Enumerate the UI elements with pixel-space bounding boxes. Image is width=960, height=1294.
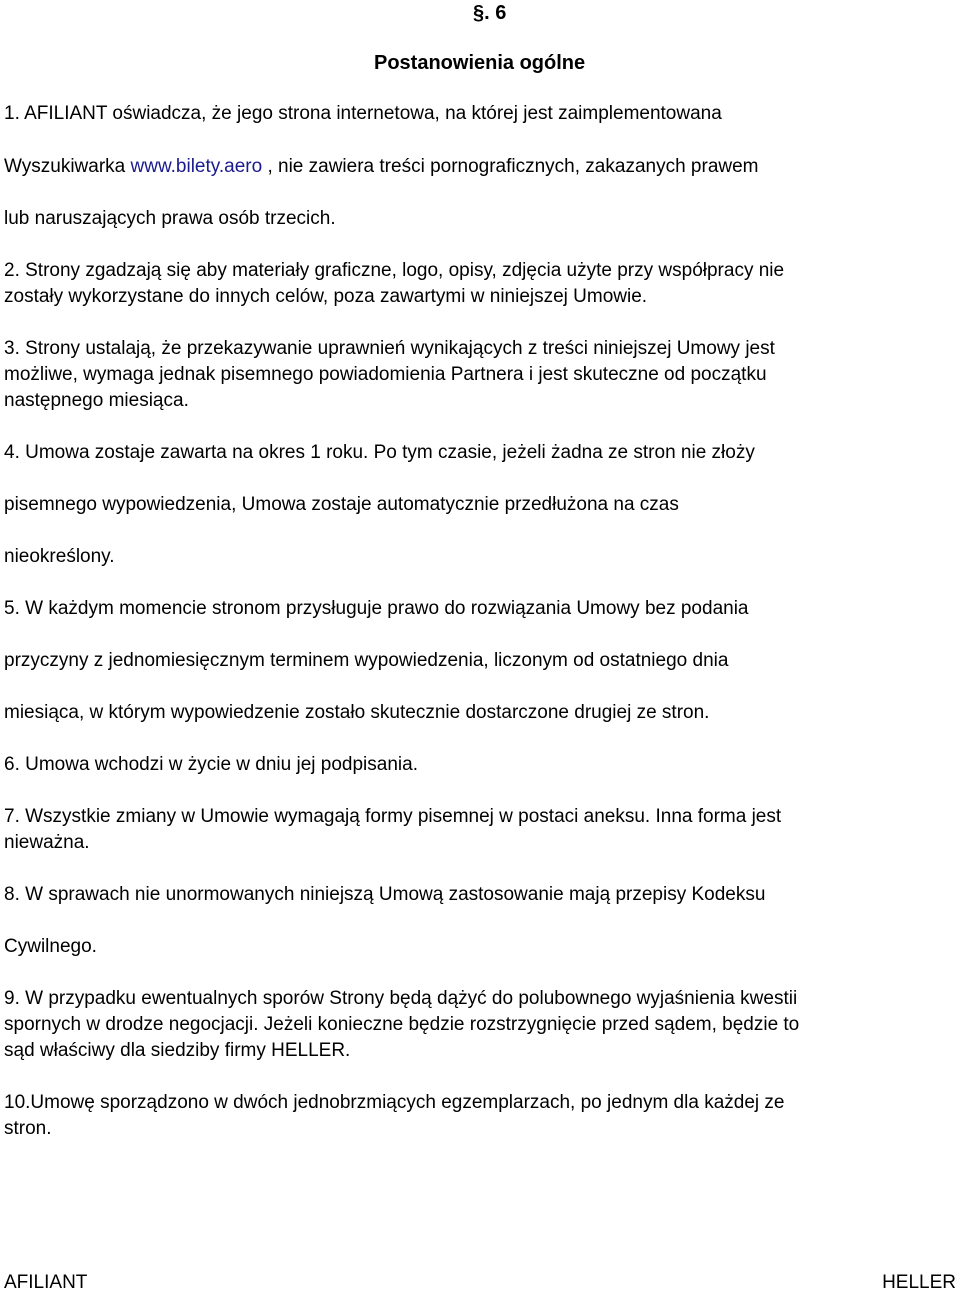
- paragraph-5-line-1: 5. W każdym momencie stronom przysługuje prawo do rozwiązania Umowy bez podania: [4, 598, 749, 619]
- paragraph-2-line-1: 2. Strony zgadzają się aby materiały graficzne, logo, opisy, zdjęcia użyte przy współpracy nie: [4, 260, 785, 281]
- paragraph-3-line-2: możliwe, wymaga jednak pisemnego powiadomienia Partnera i jest skuteczne od początku: [4, 364, 767, 385]
- paragraph-8-line-2: Cywilnego.: [4, 936, 97, 957]
- paragraph-9-line-3: sąd właściwy dla siedziby firmy HELLER.: [4, 1040, 351, 1061]
- paragraph-3-line-3: następnego miesiąca.: [4, 390, 189, 411]
- paragraph-4-line-2: pisemnego wypowiedzenia, Umowa zostaje automatycznie przedłużona na czas: [4, 494, 679, 515]
- website-link[interactable]: www.bilety.aero: [130, 156, 263, 177]
- section-title: Postanowienia ogólne: [374, 52, 586, 74]
- paragraph-1-line-2: [4, 157, 759, 176]
- paragraph-6-line-1: 6. Umowa wchodzi w życie w dniu jej podpisania.: [4, 754, 418, 775]
- paragraph-4-line-1: 4. Umowa zostaje zawarta na okres 1 roku. Po tym czasie, jeżeli żadna ze stron nie złoży: [4, 442, 755, 463]
- paragraph-5-line-2: przyczyny z jednomiesięcznym terminem wypowiedzenia, liczonym od ostatniego dnia: [4, 650, 729, 671]
- paragraph-1-text-after-link: , nie zawiera treści pornograficznych, zakazanych prawem: [262, 156, 759, 177]
- paragraph-1-line-3: lub naruszających prawa osób trzecich.: [4, 208, 336, 229]
- paragraph-7-line-1: 7. Wszystkie zmiany w Umowie wymagają formy pisemnej w postaci aneksu. Inna forma jest: [4, 806, 782, 827]
- paragraph-10-line-1: 10.Umowę sporządzono w dwóch jednobrzmiących egzemplarzach, po jednym dla każdej ze: [4, 1092, 785, 1113]
- paragraph-2-line-2: zostały wykorzystane do innych celów, poza zawartymi w niniejszej Umowie.: [4, 286, 648, 307]
- footer-left: AFILIANT: [4, 1272, 88, 1293]
- paragraph-5-line-3: miesiąca, w którym wypowiedzenie zostało skutecznie dostarczone drugiej ze stron.: [4, 702, 710, 723]
- paragraph-9-line-1: 9. W przypadku ewentualnych sporów Strony będą dążyć do polubownego wyjaśnienia kwestii: [4, 988, 798, 1009]
- paragraph-7-line-2: nieważna.: [4, 832, 90, 853]
- section-number: §. 6: [473, 2, 507, 24]
- paragraph-1-text-before-link: Wyszukiwarka: [4, 156, 131, 177]
- footer-right: HELLER: [882, 1272, 956, 1293]
- paragraph-4-line-3: nieokreślony.: [4, 546, 115, 567]
- paragraph-8-line-1: 8. W sprawach nie unormowanych niniejszą Umową zastosowanie mają przepisy Kodeksu: [4, 884, 766, 905]
- paragraph-10-line-2: stron.: [4, 1118, 52, 1139]
- paragraph-3-line-1: 3. Strony ustalają, że przekazywanie uprawnień wynikających z treści niniejszej Umowy jest: [4, 338, 775, 359]
- paragraph-1-line-1: 1. AFILIANT oświadcza, że jego strona internetowa, na której jest zaimplementowana: [4, 103, 722, 124]
- paragraph-9-line-2: spornych w drodze negocjacji. Jeżeli konieczne będzie rozstrzygnięcie przed sądem, będzie to: [4, 1014, 800, 1035]
